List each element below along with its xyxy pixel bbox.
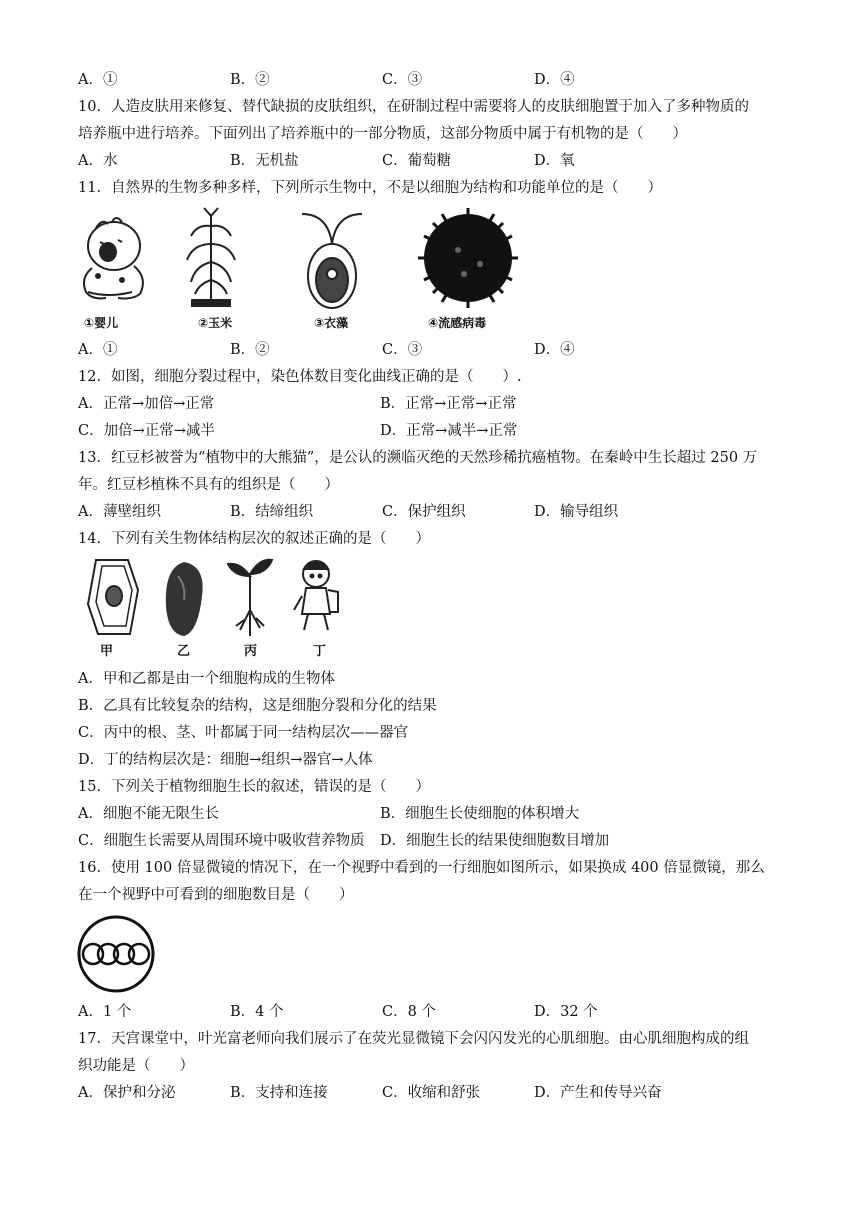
caption-baby: ①婴儿 <box>84 316 119 330</box>
q10-options <box>78 151 778 171</box>
q10-stem-line1: 10．人造皮肤用来修复、替代缺损的皮肤组织，在研制过程中需要将人的皮肤细胞置于加入了多种物质的 <box>78 99 749 115</box>
option-a: A．① <box>78 72 118 88</box>
q17-stem-line1: 17．天宫课堂中，叶光富老师向我们展示了在荧光显微镜下会闪闪发光的心肌细胞。由心肌细胞构成的组 <box>78 1031 749 1047</box>
q14-option-d: D．丁的结构层次是：细胞→组织→器官→人体 <box>78 752 373 768</box>
q12-options-row1 <box>78 394 778 414</box>
q17-options <box>78 1083 778 1103</box>
q15-options-row1 <box>78 804 778 824</box>
q9-options <box>78 70 778 90</box>
option-c: C．8 个 <box>382 1004 436 1020</box>
q11-stem: 11．自然界的生物多种多样，下列所示生物中，不是以细胞为结构和功能单位的是（ ） <box>78 180 662 196</box>
q14-structures-figure <box>82 556 358 642</box>
q11-options <box>78 340 778 360</box>
option-d: D．32 个 <box>534 1004 598 1020</box>
option-a: A．正常→加倍→正常 <box>78 396 215 412</box>
option-c: C．③ <box>382 72 423 88</box>
option-b: B．② <box>230 342 270 358</box>
caption-corn: ②玉米 <box>198 316 233 330</box>
q15-options-row2 <box>78 831 778 851</box>
option-d: D．细胞生长的结果使细胞数目增加 <box>380 833 610 849</box>
q14-option-c: C．丙中的根、茎、叶都属于同一结构层次——器官 <box>78 725 409 741</box>
chlamydomonas-illustration <box>302 214 362 308</box>
option-b: B．无机盐 <box>230 153 299 169</box>
option-a: A．薄壁组织 <box>78 504 161 520</box>
plant-cell-illustration <box>88 560 138 634</box>
q13-options <box>78 502 778 522</box>
q16-stem-line2: 在一个视野中可看到的细胞数目是（ ） <box>78 887 354 903</box>
q16-options <box>78 1002 778 1022</box>
option-c: C．保护组织 <box>382 504 466 520</box>
caption-chlamydomonas: ③衣藻 <box>314 316 349 330</box>
option-a: A．1 个 <box>78 1004 132 1020</box>
q13-stem-line1: 13．红豆杉被誉为“植物中的大熊猫”，是公认的濒临灭绝的天然珍稀抗癌植物。在秦岭中生长超过 250 万 <box>78 450 758 466</box>
q17-stem-line2: 织功能是（ ） <box>78 1058 194 1074</box>
option-d: D．产生和传导兴奋 <box>534 1085 662 1101</box>
option-d: D．输导组织 <box>534 504 619 520</box>
option-c: C．葡萄糖 <box>382 153 452 169</box>
caption-influenza-virus: ④流感病毒 <box>428 316 487 330</box>
seedling-illustration <box>228 560 272 636</box>
q14-option-b: B．乙具有比较复杂的结构，这是细胞分裂和分化的结果 <box>78 698 437 714</box>
q16-stem-line1: 16．使用 100 倍显微镜的情况下，在一个视野中看到的一行细胞如图所示，如果换成 400 倍显微镜，那么 <box>78 860 765 876</box>
q10-stem-line2: 培养瓶中进行培养。下面列出了培养瓶中的一部分物质，这部分物质中属于有机物的是（ ） <box>78 126 687 142</box>
option-d: D．④ <box>534 342 575 358</box>
caption-bing: 丙 <box>244 644 258 659</box>
caption-yi: 乙 <box>177 644 191 659</box>
q12-options-row2 <box>78 421 778 441</box>
influenza-virus-illustration <box>418 208 518 308</box>
option-c: C．③ <box>382 342 423 358</box>
q15-stem: 15．下列关于植物细胞生长的叙述，错误的是（ ） <box>78 779 430 795</box>
option-b: B．支持和连接 <box>230 1085 328 1101</box>
corn-illustration <box>187 208 235 306</box>
caption-jia: 甲 <box>100 644 114 659</box>
option-b: B．正常→正常→正常 <box>380 396 517 412</box>
q14-stem: 14．下列有关生物体结构层次的叙述正确的是（ ） <box>78 531 430 547</box>
option-c: C．加倍→正常→减半 <box>78 423 215 439</box>
q12-stem: 12．如图，细胞分裂过程中，染色体数目变化曲线正确的是（ ）. <box>78 369 522 385</box>
cell-4 <box>129 944 149 964</box>
q16-microscope-field-figure <box>76 914 156 994</box>
option-a: A．保护和分泌 <box>78 1085 176 1101</box>
option-a: A．细胞不能无限生长 <box>78 806 219 822</box>
q13-stem-line2: 年。红豆杉植株不具有的组织是（ ） <box>78 477 339 493</box>
option-d: D．④ <box>534 72 575 88</box>
child-illustration <box>294 561 338 630</box>
q14-option-a: A．甲和乙都是由一个细胞构成的生物体 <box>78 671 335 687</box>
option-c: C．细胞生长需要从周围环境中吸收营养物质 <box>78 833 365 849</box>
option-d: D．氧 <box>534 153 575 169</box>
option-b: B．细胞生长使细胞的体积增大 <box>380 806 580 822</box>
option-b: B．② <box>230 72 270 88</box>
option-a: A．水 <box>78 153 118 169</box>
paramecium-illustration <box>166 562 203 636</box>
baby-illustration <box>84 218 143 299</box>
option-d: D．正常→减半→正常 <box>380 423 518 439</box>
option-b: B．4 个 <box>230 1004 284 1020</box>
option-b: B．结缔组织 <box>230 504 314 520</box>
option-a: A．① <box>78 342 118 358</box>
option-c: C．收缩和舒张 <box>382 1085 481 1101</box>
caption-ding: 丁 <box>313 644 327 659</box>
